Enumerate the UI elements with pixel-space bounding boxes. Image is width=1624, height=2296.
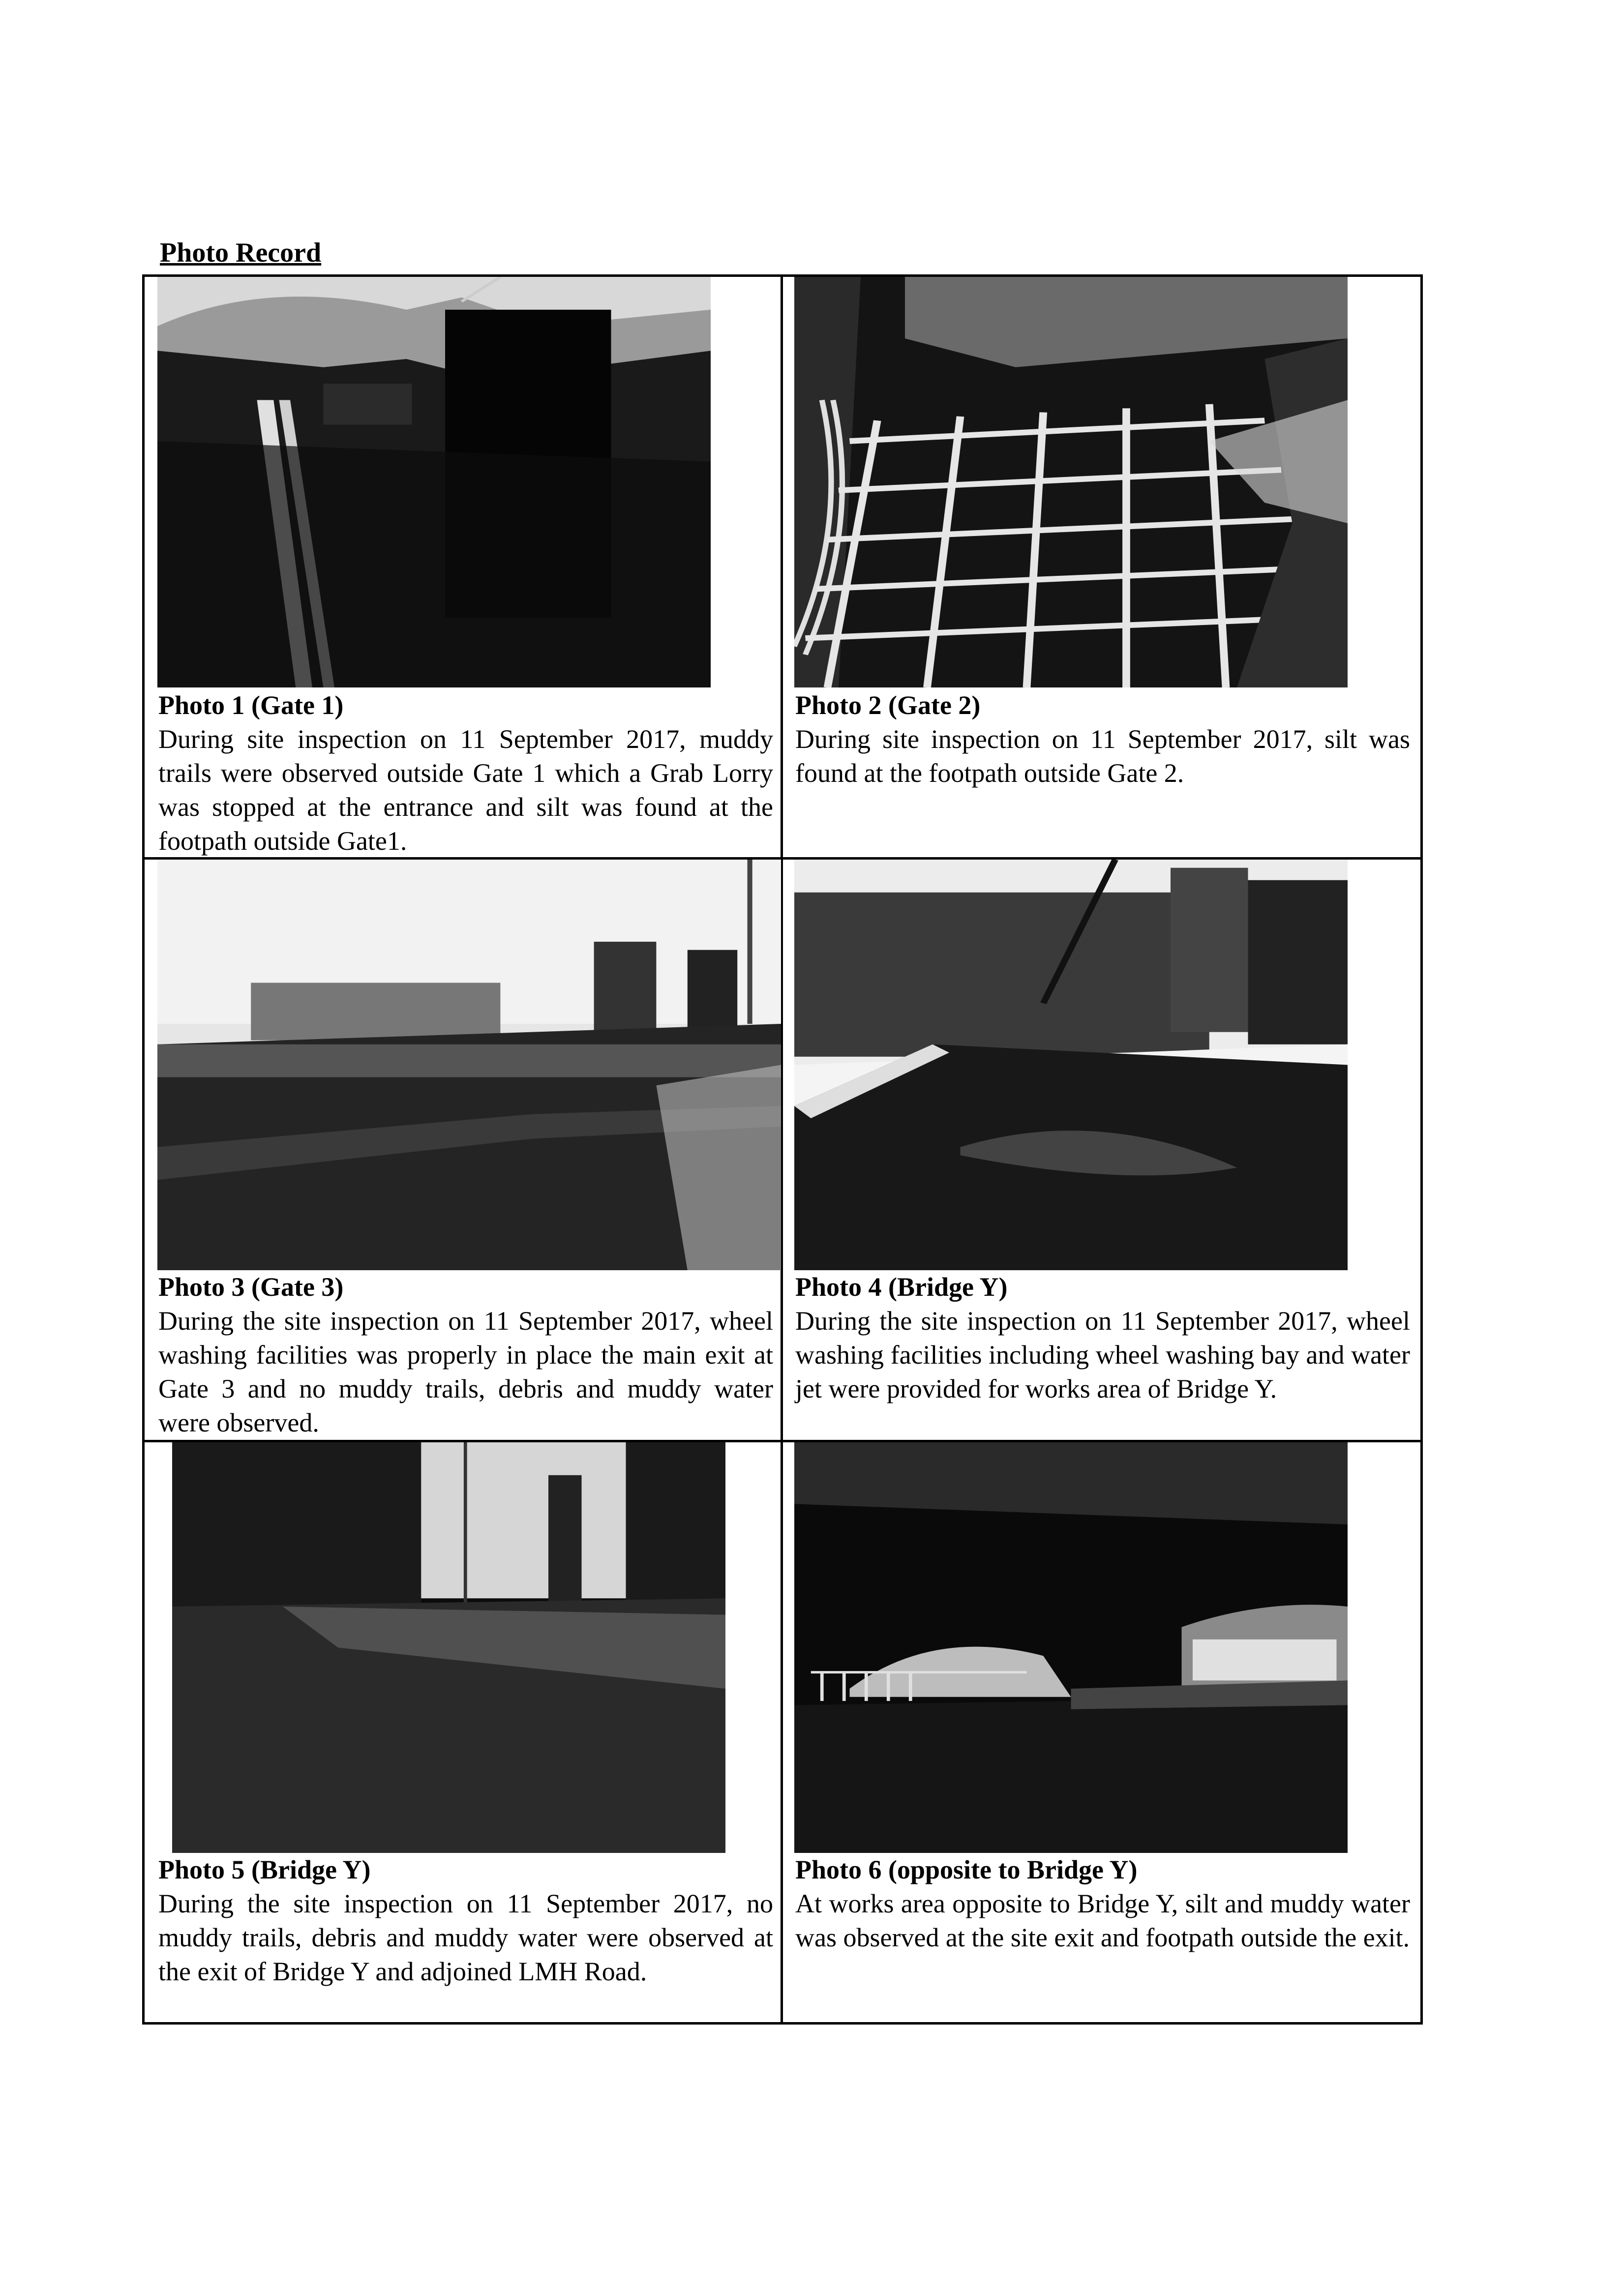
photo-3-title: Photo 3 (Gate 3): [158, 1272, 344, 1302]
photo-5-title: Photo 5 (Bridge Y): [158, 1855, 371, 1884]
photo-5-description: During the site inspection on 11 September 2017, no muddy trails, debris and muddy water were observed at the exit of Bridge Y and adjoined LMH Road.: [158, 1889, 773, 1986]
table-border-right: [1420, 274, 1423, 2025]
photo-2-title: Photo 2 (Gate 2): [795, 690, 981, 720]
photo-5-caption: [158, 1853, 773, 1989]
photo-1-image: [157, 277, 711, 687]
photo-2-description: During site inspection on 11 September 2017, silt was found at the footpath outside Gate 2.: [795, 724, 1410, 788]
photo-2-image: [794, 277, 1348, 687]
photo-5-image: [172, 1442, 725, 1853]
photo-4-description: During the site inspection on 11 September 2017, wheel washing facilities including wheel washing bay and water jet were provided for works area of Bridge Y.: [795, 1306, 1410, 1403]
photo-6-description: At works area opposite to Bridge Y, silt and muddy water was observed at the site exit and footpath outside the exit.: [795, 1889, 1410, 1952]
photo-1-caption: [158, 688, 773, 858]
page-heading: Photo Record: [160, 238, 322, 268]
photo-4-image: [794, 860, 1348, 1270]
photo-6-image: [794, 1442, 1348, 1853]
photo-4-title: Photo 4 (Bridge Y): [795, 1272, 1008, 1302]
photo-3-image: [157, 860, 781, 1270]
table-border-left: [142, 274, 145, 2025]
photo-6-caption: [795, 1853, 1410, 1955]
photo-3-caption: [158, 1270, 773, 1440]
photo-4-caption: [795, 1270, 1410, 1406]
photo-1-title: Photo 1 (Gate 1): [158, 690, 344, 720]
photo-6-title: Photo 6 (opposite to Bridge Y): [795, 1855, 1138, 1884]
photo-2-caption: [795, 688, 1410, 790]
photo-1-description: During site inspection on 11 September 2017, muddy trails were observed outside Gate 1 which a Grab Lorry was stopped at the entrance and silt was found at the footpath outside Gate1.: [158, 724, 773, 856]
photo-3-description: During the site inspection on 11 September 2017, wheel washing facilities was properly in place the main exit at Gate 3 and no muddy trails, debris and muddy water were observed.: [158, 1306, 773, 1437]
